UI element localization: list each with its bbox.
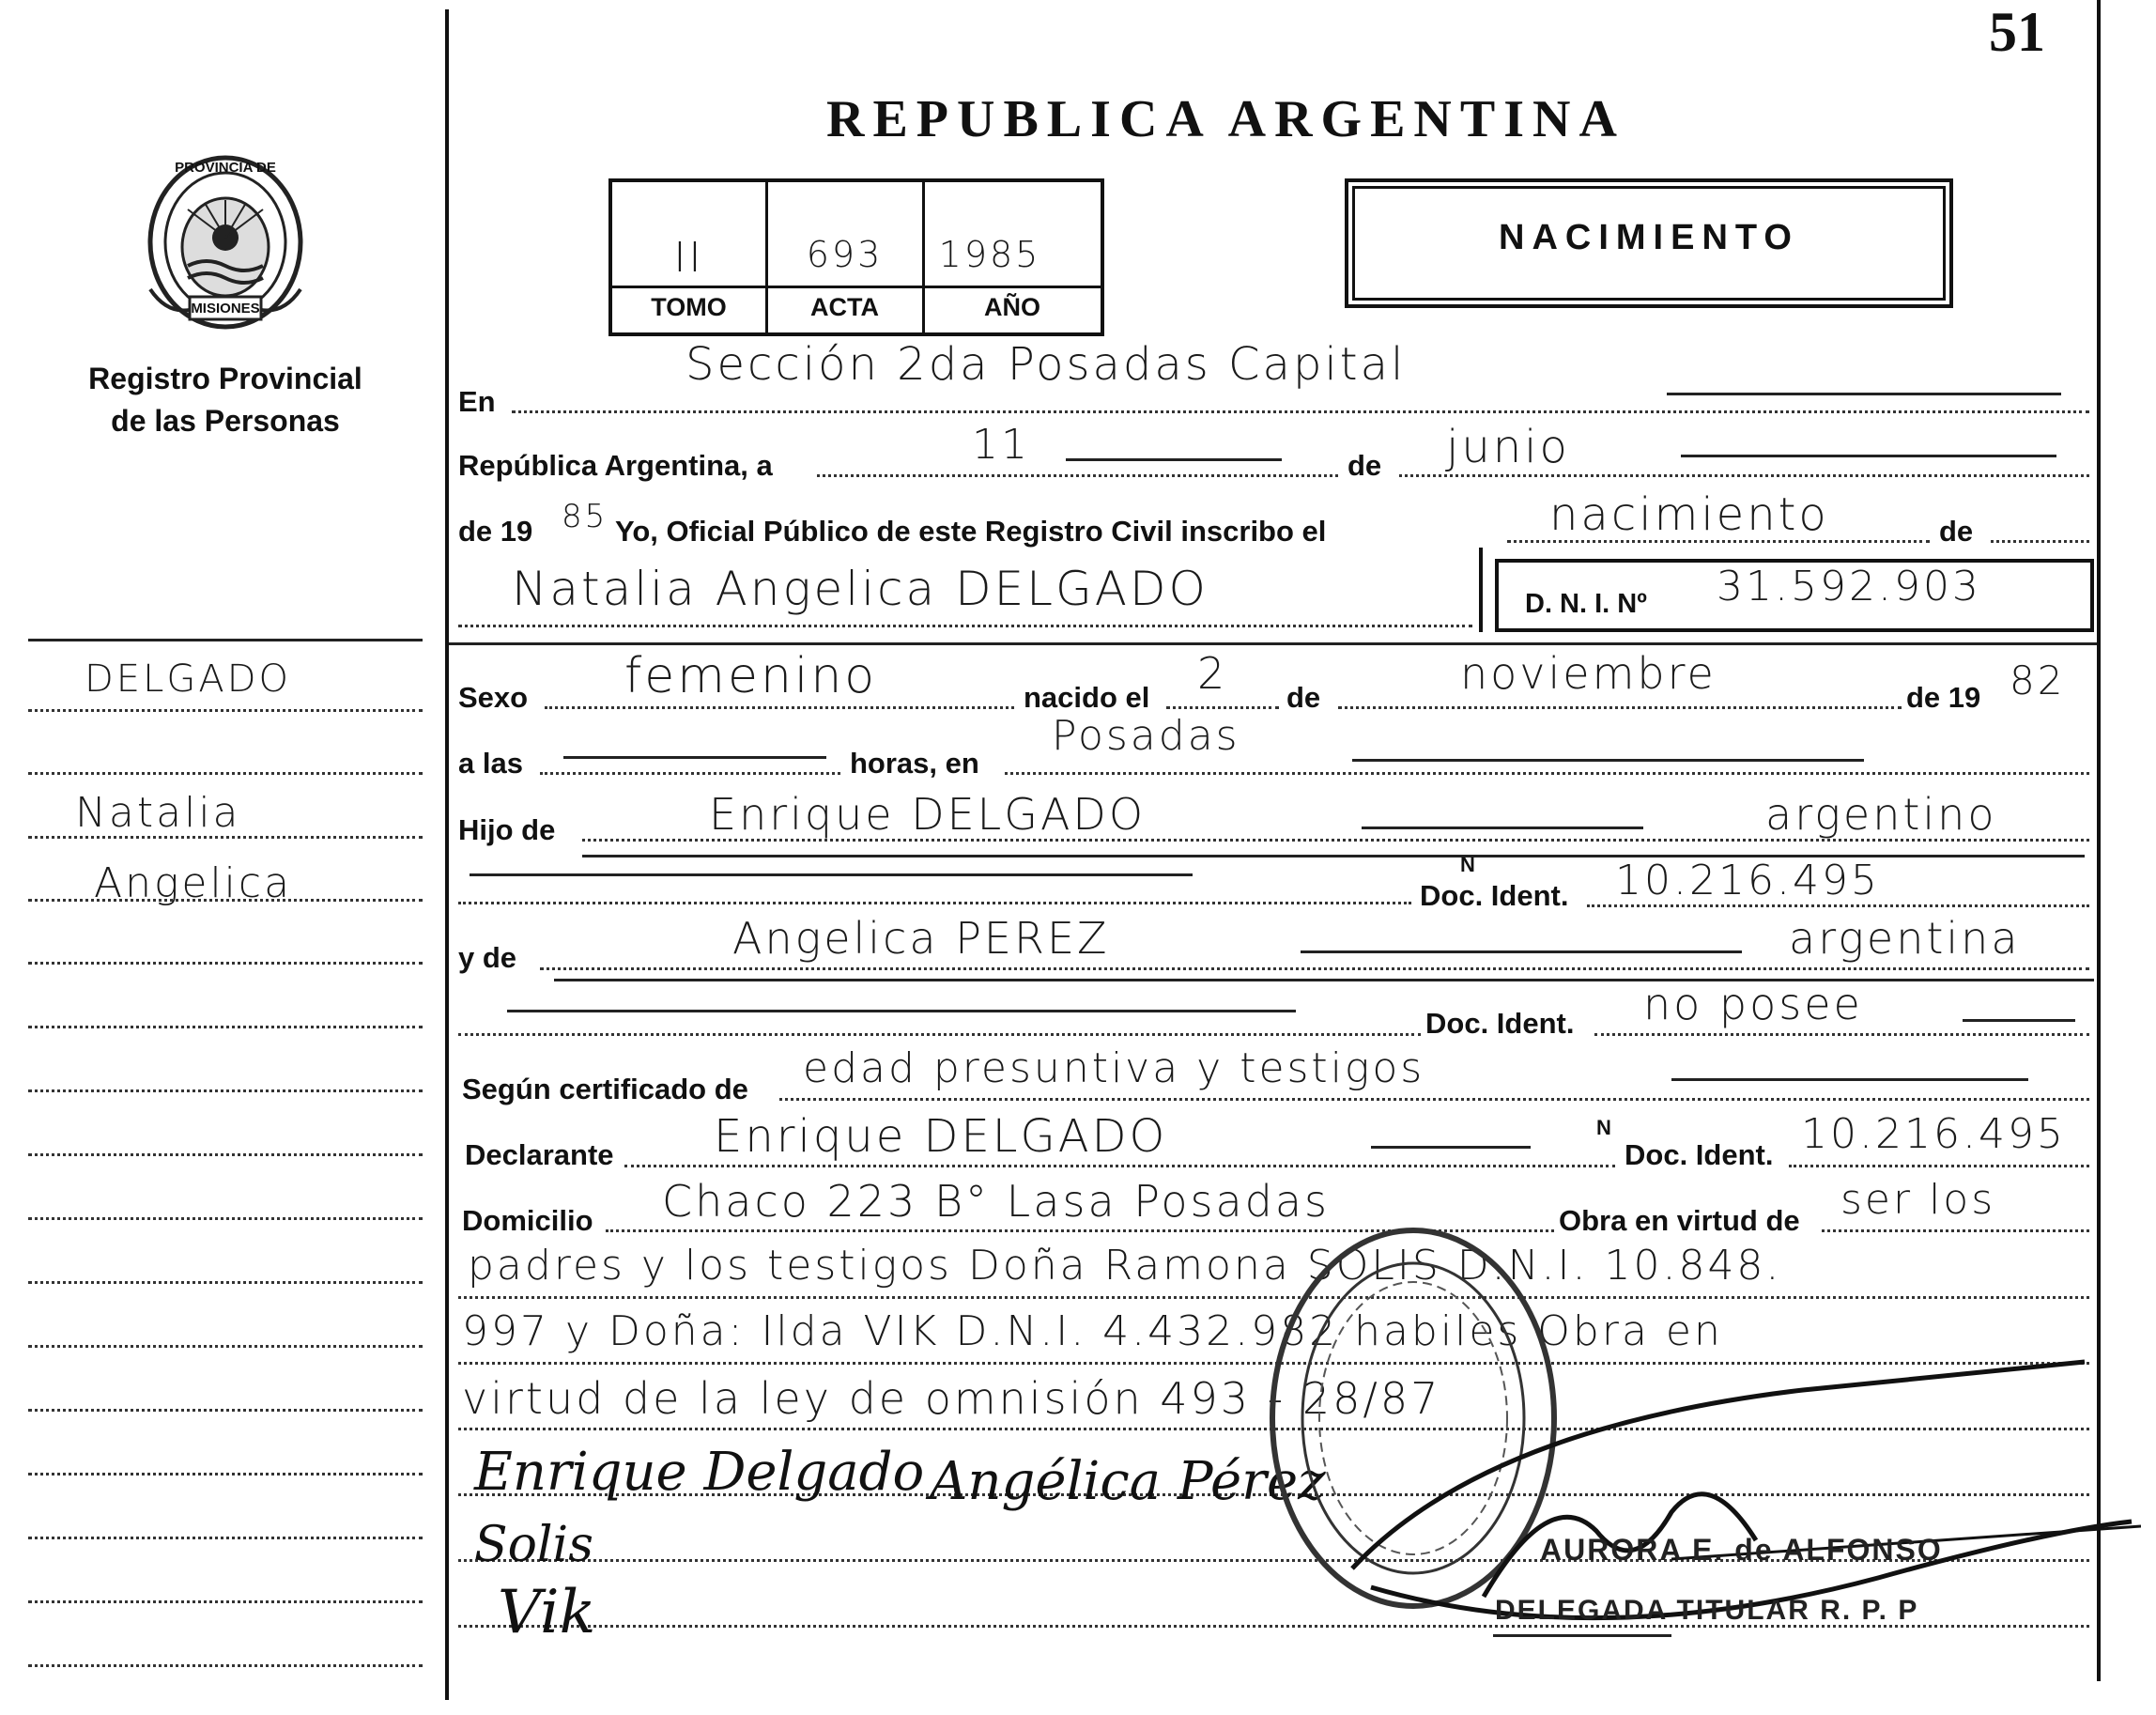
- sexo-dotted-line: [545, 706, 1014, 709]
- year-prefix: de 19: [458, 515, 533, 548]
- declarante-label: Declarante: [465, 1138, 614, 1171]
- month-dotted-line: [1399, 474, 2089, 477]
- yde-label: y de: [458, 941, 517, 974]
- box-divider: [612, 286, 1101, 288]
- dni-value: 31.592.903: [1717, 563, 1981, 610]
- mother-doc-fill: [1963, 1019, 2075, 1022]
- place-fill-line: [1352, 759, 1864, 762]
- mother-nationality: argentina: [1789, 913, 2021, 964]
- doc-ident-n-mark-2: N: [1596, 1116, 1611, 1139]
- name-dotted-line: [458, 625, 1472, 627]
- hour-fill-line: [563, 756, 826, 759]
- page-number: 51: [1989, 1, 2045, 63]
- alas-label: a las: [458, 747, 523, 780]
- country-title: REPUBLICA ARGENTINA: [826, 90, 1625, 148]
- official-title: DELEGADA TITULAR R. P. P: [1495, 1595, 1919, 1626]
- doc-ident-label-3: Doc. Ident.: [1625, 1138, 1774, 1171]
- tomo-value: II: [673, 234, 704, 282]
- sidebar-line: [28, 1600, 423, 1603]
- birth-place: Posadas: [1052, 712, 1240, 760]
- mother-doc-dotted-line: [458, 1033, 1421, 1036]
- sidebar-line: [28, 772, 423, 775]
- official-title-underline: [1493, 1634, 1671, 1637]
- mother-underline: [554, 979, 2094, 981]
- extra-text-line2: 997 y Doña: Ilda VIK D.N.I. 4.432.982 habiles Obra en: [462, 1307, 1723, 1355]
- domicilio-value: Chaco 223 B° Lasa Posadas: [662, 1176, 1331, 1227]
- sidebar-line: [28, 1345, 423, 1348]
- birth-month: noviembre: [1460, 648, 1717, 699]
- obra-dotted-line: [1822, 1229, 2089, 1232]
- place-dotted-line: [1005, 772, 2089, 775]
- obra-value: ser los: [1840, 1176, 1996, 1224]
- sidebar-line: [28, 1409, 423, 1412]
- registry-name-line2: de las Personas: [111, 404, 340, 438]
- dni-box: [1495, 559, 2094, 632]
- sidebar-line: [28, 1217, 423, 1220]
- en-dotted-line: [512, 410, 2089, 413]
- sexo-value: femenino: [624, 648, 878, 704]
- sexo-label: Sexo: [458, 681, 529, 714]
- dni-box-shadow: [1479, 548, 1492, 632]
- oficial-text: Yo, Oficial Público de este Registro Civil inscribo el: [615, 515, 1327, 548]
- sidebar-surname: DELGADO: [85, 657, 292, 701]
- segun-fill-line: [1671, 1078, 2028, 1081]
- mother-extra-line: [507, 1010, 1296, 1012]
- sidebar-line: [28, 1089, 423, 1092]
- doc-ident-label-2: Doc. Ident.: [1425, 1007, 1575, 1040]
- record-number-box: [608, 178, 1104, 336]
- sidebar-given-name-1: Natalia: [75, 789, 241, 837]
- sidebar-line: [28, 962, 423, 965]
- en-label: En: [458, 385, 496, 418]
- sidebar-line: [28, 709, 423, 712]
- birth-year: 82: [2010, 657, 2066, 703]
- year-value: 85: [562, 498, 608, 535]
- birthday-dotted-line: [1166, 706, 1279, 709]
- mother-fill-line: [1301, 950, 1742, 953]
- acta-label: ACTA: [810, 293, 879, 321]
- nacido-label: nacido el: [1024, 681, 1150, 714]
- doc-dotted-line: [1587, 904, 2089, 907]
- sidebar-given-name-2: Angelica: [94, 859, 293, 907]
- sidebar-top-rule: [28, 639, 423, 641]
- official-name: AURORA E. de ALFONSO: [1540, 1533, 1943, 1567]
- left-border-line: [445, 9, 449, 1700]
- mother-doc: no posee: [1643, 979, 1863, 1029]
- sidebar-line: [28, 1281, 423, 1284]
- birthmonth-dotted-line: [1338, 706, 1902, 709]
- witness2-signature: Vik: [498, 1578, 596, 1647]
- segun-value: edad presuntiva y testigos: [803, 1044, 1425, 1092]
- de-label-2: de: [1939, 515, 1974, 548]
- hijo-label: Hijo de: [458, 813, 556, 846]
- declarante-signature: Enrique Delgado: [474, 1442, 925, 1503]
- witness1-signature: Solis: [474, 1517, 593, 1573]
- father-fill-line: [1362, 827, 1643, 829]
- registry-name-line1: Registro Provincial: [88, 362, 362, 395]
- sidebar-line: [28, 1473, 423, 1476]
- father-doc: 10.216.495: [1615, 857, 1880, 904]
- declarante-doc-dotted-line: [1789, 1165, 2089, 1167]
- father-doc-dotted-line: [458, 902, 1411, 904]
- month-fill-line: [1681, 455, 2056, 457]
- declarante-dotted-line: [624, 1165, 1615, 1167]
- provincial-seal: [131, 148, 319, 336]
- tomo-label: TOMO: [651, 293, 727, 321]
- father-extra-line: [470, 873, 1193, 876]
- hour-dotted-line: [540, 772, 840, 775]
- mother-name: Angelica PEREZ: [732, 913, 1110, 964]
- en-value: Sección 2da Posadas Capital: [685, 338, 1407, 391]
- declarante-doc: 10.216.495: [1801, 1110, 2066, 1158]
- birth-day: 2: [1197, 648, 1228, 699]
- sidebar-line: [28, 1664, 423, 1667]
- acta-value: 693: [806, 234, 884, 275]
- en-fill-line: [1667, 393, 2061, 395]
- sidebar-line: [28, 836, 423, 839]
- father-nationality: argentino: [1765, 789, 1997, 840]
- mother-doc-line: [1594, 1033, 2089, 1036]
- seal-bottom-text: MISIONES: [191, 301, 260, 317]
- sidebar-line: [28, 1537, 423, 1539]
- anio-label: AÑO: [984, 293, 1040, 321]
- declarante-fill-line: [1371, 1146, 1531, 1149]
- month-value: junio: [1446, 421, 1570, 473]
- declarante-value: Enrique DELGADO: [714, 1110, 1168, 1163]
- doc-ident-label: Doc. Ident.: [1420, 879, 1569, 912]
- day-value: 11: [972, 421, 1030, 469]
- anio-value: 1985: [938, 234, 1041, 275]
- obra-label: Obra en virtud de: [1559, 1204, 1800, 1237]
- father-name: Enrique DELGADO: [709, 789, 1147, 840]
- extra-text-line1: padres y los testigos Doña Ramona SOLIS D.N.I. 10.848.: [468, 1242, 1782, 1290]
- registered-name: Natalia Angelica DELGADO: [512, 562, 1209, 616]
- de-label-3: de: [1286, 681, 1321, 714]
- sidebar-line: [28, 1153, 423, 1156]
- seal-top-text: PROVINCIA DE: [175, 160, 276, 176]
- segun-label: Según certificado de: [462, 1073, 748, 1105]
- domicilio-label: Domicilio: [462, 1204, 593, 1237]
- de-label: de: [1348, 449, 1382, 482]
- inscribo-value: nacimiento: [1549, 488, 1829, 541]
- sidebar-line: [28, 899, 423, 902]
- day-dotted-line: [817, 474, 1338, 477]
- extra-text-line3: virtud de la ley de omnisión 493 - 28/87: [462, 1373, 1441, 1424]
- record-type-label: NACIMIENTO: [1499, 218, 1799, 257]
- mother-dotted-line: [540, 967, 2089, 970]
- sidebar-line: [28, 1026, 423, 1028]
- horas-label: horas, en: [850, 747, 979, 780]
- doc-ident-n-mark: N: [1460, 853, 1475, 876]
- segun-dotted-line: [779, 1098, 2089, 1101]
- dni-label: D. N. I. Nº: [1525, 589, 1647, 619]
- day-fill-line: [1066, 458, 1282, 461]
- birth-year-prefix: de 19: [1906, 681, 1981, 714]
- republica-label: República Argentina, a: [458, 449, 773, 482]
- de-dotted-line: [1991, 540, 2089, 543]
- section-rule: [449, 642, 2097, 645]
- mother-signature: Angélica Pérez: [930, 1451, 1326, 1512]
- record-type-box: [1345, 178, 1953, 308]
